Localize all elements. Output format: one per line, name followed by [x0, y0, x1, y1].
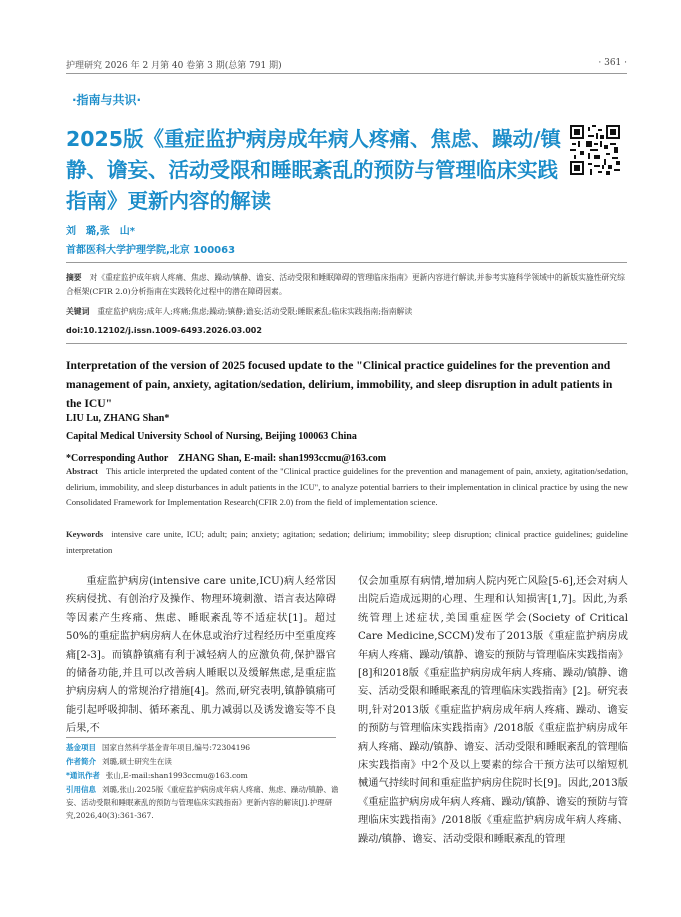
abstract-label: 摘要 [66, 273, 82, 282]
corresponding-author: *Corresponding Author ZHANG Shan, E-mail: shan1993ccmu@163.com [66, 453, 387, 464]
chinese-keywords [66, 305, 626, 319]
header-rule [66, 73, 627, 74]
footnote-author-bio [66, 755, 340, 768]
english-abstract-label: Abstract [66, 466, 98, 476]
running-header-journal: 护理研究 2026 年 2 月第 40 卷第 3 期(总第 791 期) [66, 61, 282, 71]
abstract-text: 对《重症监护成年病人疼痛、焦虑、躁动/镇静、谵妄、活动受限和睡眠障碍的管理临床指南》更新内容进行解读,并参考实施科学领域中的新版实施性研究综合框架(CFIR 2.0)分析指南在实践转化过程中的潜在障碍因素。 [66, 273, 625, 296]
english-title: Interpretation of the version of 2025 focused update to the "Clinical practice guidelines for the prevention and management of pain, anxiety, agitation/sedation, delirium, immobility, and sleep disruption in adult patients in the ICU" [66, 359, 613, 410]
english-authors: LIU Lu, ZHANG Shan* [66, 413, 170, 424]
footnote-text: 刘璐,硕士研究生在读 [102, 757, 172, 766]
english-keywords-label: Keywords [66, 529, 104, 539]
footnote-label: 基金项目 [66, 743, 96, 752]
footnote-corresponding [66, 769, 340, 782]
footnote-label: 作者简介 [66, 757, 96, 766]
english-affiliation: Capital Medical University School of Nursing, Beijing 100063 China [66, 431, 357, 442]
english-keywords [66, 527, 628, 558]
footnote-text: 张山,E-mail:shan1993ccmu@163.com [105, 771, 248, 780]
doi-link[interactable]: doi:10.12102/j.issn.1009-6493.2026.03.002 [66, 326, 262, 335]
footnote-funding [66, 741, 340, 754]
body-right-column: 仅会加重原有病情,增加病人院内死亡风险[5-6],还会对病人出院后造成远期的心理、生理和认知损害[1,7]。因此,为系统管理上述症状,美国重症医学会(Society of Critical Care Medicine,SCCM)发布了2013版《重症监护病房成年病人疼痛、躁动/镇静、谵妄的预防与管理临床实践指南》[8]和2018版《重症监护病房成年病人疼痛、躁动/镇静、谵妄、活动受限和睡眠紊乱的管理临床实践指南》[2]。研究表明,针对2013版《重症监护病房成年病人疼痛、躁动、谵妄的预防与管理临床实践指南》/2018版《重症监护病房成年病人疼痛、躁动/镇静、谵妄、活动受限和睡眠紊乱的管理临床实践指南》中2个及以上要素的综合干预方法可以缩短机械通气持续时间和重症监护病房住院时长[9]。因此,2013版《重症监护病房成年病人疼痛、躁动/镇静、谵妄的预防与管理临床实践指南》/2018版《重症监护病房成年病人疼痛、躁动/镇静、谵妄、活动受限和睡眠紊乱的管理 [358, 576, 628, 845]
abstract-top-rule [66, 262, 627, 263]
body-left-column: 重症监护病房(intensive care unite,ICU)病人经常因疾病侵扰、有创治疗及操作、物理环境刺激、语言表达障碍等因素产生疼痛、焦虑、睡眠紊乱等不适症状[1]。超过50%的重症监护病房病人在休息或治疗过程经历中至重度疼痛[2-3]。而镇静镇痛有利于减轻病人的应激负荷,保护器官的储备功能,并且可以改善病人睡眠以及缓解焦虑,是重症监护病房病人的常规治疗措施[4]。然而,研究表明,镇静镇痛可能引起呼吸抑制、循环紊乱、肌力减弱以及诱发谵妄等不良后果,不 [66, 576, 336, 735]
doi-rule [66, 343, 627, 344]
footnote-text: 国家自然科学基金青年项目,编号:72304196 [102, 743, 251, 752]
page-number: · 361 · [598, 58, 627, 68]
footnote-label: *通讯作者 [66, 771, 100, 780]
footnote-text: 刘璐,张山.2025版《重症监护病房成年病人疼痛、焦虑、躁动/镇静、谵妄、活动受限和睡眠紊乱的预防与管理临床实践指南》更新内容的解读[J].护理研究,2026,40(3):361-367. [66, 785, 339, 820]
english-keywords-text: intensive care unite, ICU; adult; pain; anxiety; agitation; sedation; delirium; immobility; sleep disruption; clinical practice guidelines; guideline interpretation [66, 529, 628, 555]
keywords-text: 重症监护病房;成年人;疼痛;焦虑;躁动;镇静;谵妄;活动受限;睡眠紊乱;临床实践指南;指南解读 [97, 307, 413, 316]
keywords-label: 关键词 [66, 307, 90, 316]
footnote-rule [66, 737, 336, 738]
english-abstract-text: This article interpreted the updated content of the "Clinical practice guidelines for the prevention and management of pain, anxiety, agitation/sedation, delirium, immobility, and sleep disturbances in adult patients in the ICU", to analyze potential barriers to their implementation in clinical practice by using the new Consolidated Framework for Implementation Research(CFIR 2.0) from the field of implementation science. [66, 466, 628, 507]
chinese-affiliation: 首都医科大学护理学院,北京 100063 [66, 245, 236, 256]
chinese-title: 2025版《重症监护病房成年病人疼痛、焦虑、躁动/镇静、谵妄、活动受限和睡眠紊乱的预防与管理临床实践指南》更新内容的解读 [66, 127, 562, 213]
english-abstract [66, 464, 628, 511]
chinese-abstract [66, 271, 626, 299]
chinese-authors: 刘 璐,张 山* [66, 226, 136, 237]
section-tag: ·指南与共识· [72, 93, 142, 107]
footnote-citation [66, 783, 340, 822]
qr-code-icon[interactable] [570, 125, 620, 175]
footnote-label: 引用信息 [66, 785, 96, 794]
